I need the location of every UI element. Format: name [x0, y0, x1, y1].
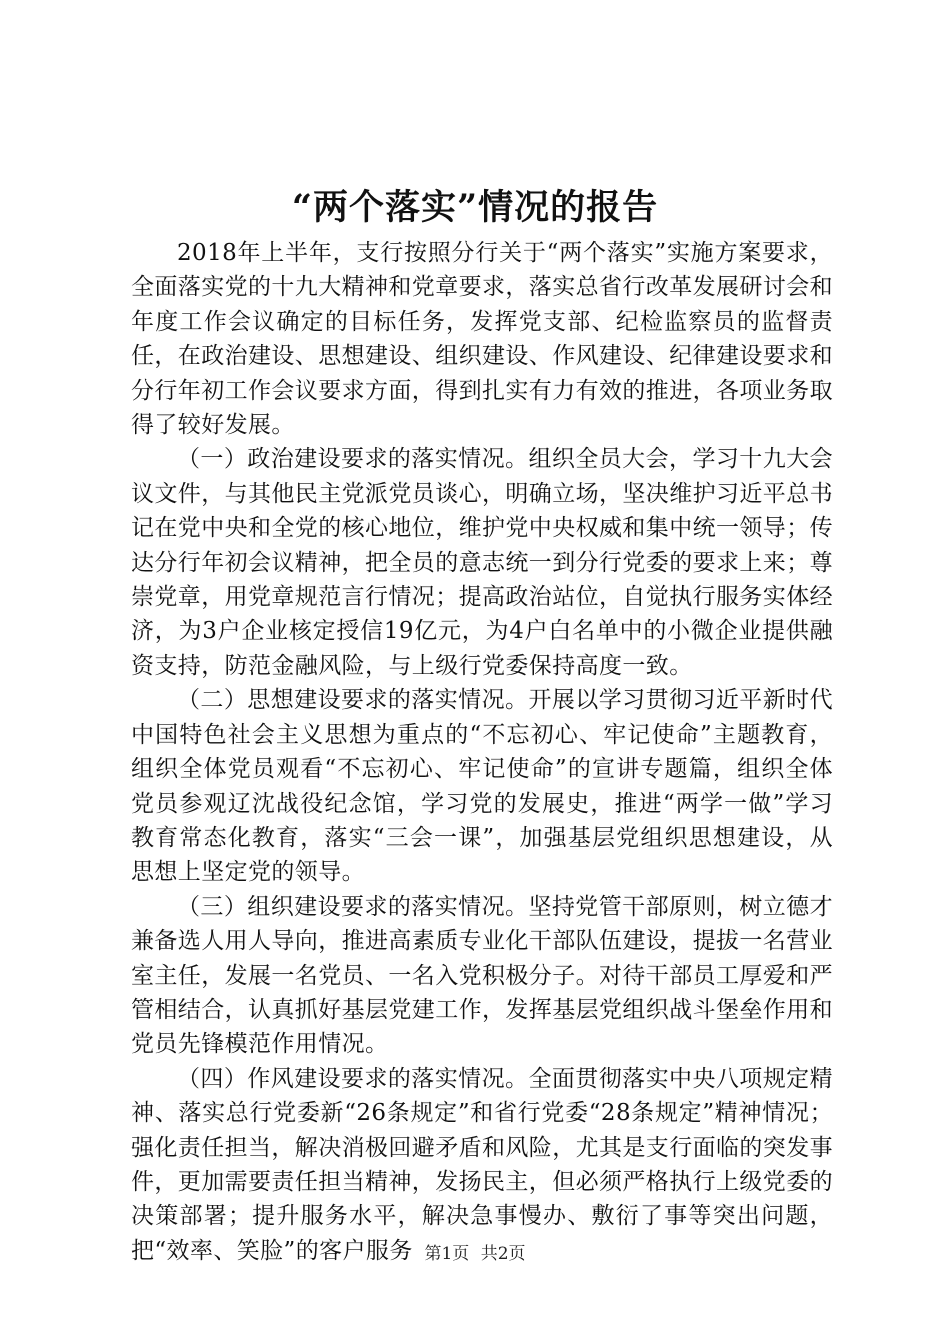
paragraph-ideological-construction: （二）思想建设要求的落实情况。开展以学习贯彻习近平新时代中国特色社会主义思想为重点的“不忘初心、牢记使命”主题教育，组织全体党员观看“不忘初心、牢记使命”的宣讲专题篇，组织全体党员参观辽沈战役纪念馆，学习党的发展史，推进“两学一做”学习教育常态化教育，落实“三会一课”，加强基层党组织思想建设，从思想上坚定党的领导。: [131, 687, 833, 886]
paragraph-intro: 2018年上半年，支行按照分行关于“两个落实”实施方案要求，全面落实党的十九大精神和党章要求，落实总省行改革发展研讨会和年度工作会议确定的目标任务，发挥党支部、纪检监察员的监督责任，在政治建设、思想建设、组织建设、作风建设、纪律建设要求和分行年初工作会议要求方面，得到扎实有力有效的推进，各项业务取得了较好发展。: [131, 240, 833, 439]
paragraph-organizational-construction: （三）组织建设要求的落实情况。坚持党管干部原则，树立德才兼备选人用人导向，推进高素质专业化干部队伍建设，提拔一名营业室主任，发展一名党员、一名入党积极分子。对待干部员工厚爱和严管相结合，认真抓好基层党建工作，发挥基层党组织战斗堡垒作用和党员先锋模范作用情况。: [131, 893, 833, 1058]
paragraph-work-style-construction: （四）作风建设要求的落实情况。全面贯彻落实中央八项规定精神、落实总行党委新“26条规定”和省行党委“28条规定”精神情况；强化责任担当，解决消极回避矛盾和风险，尤其是支行面临的突发事件，更加需要责任担当精神，发扬民主，但必须严格执行上级党委的决策部署；提升服务水平，解决急事慢办、敷衍了事等突出问题，把“效率、笑脸”的客户服务: [131, 1065, 833, 1264]
page-number-current: 第1页: [424, 1244, 470, 1264]
paragraph-political-construction: （一）政治建设要求的落实情况。组织全员大会，学习十九大会议文件，与其他民主党派党员谈心，明确立场，坚决维护习近平总书记在党中央和全党的核心地位，维护党中央权威和集中统一领导；传达分行年初会议精神，把全员的意志统一到分行党委的要求上来；尊崇党章，用党章规范言行情况；提高政治站位，自觉执行服务实体经济，为3户企业核定授信19亿元，为4户白名单中的小微企业提供融资支持，防范金融风险，与上级行党委保持高度一致。: [131, 446, 833, 679]
page-footer: [0, 1243, 950, 1265]
document-body: [131, 236, 833, 1268]
document-title: “两个落实”情况的报告: [291, 187, 659, 228]
page-number-total: 共2页: [480, 1244, 526, 1264]
